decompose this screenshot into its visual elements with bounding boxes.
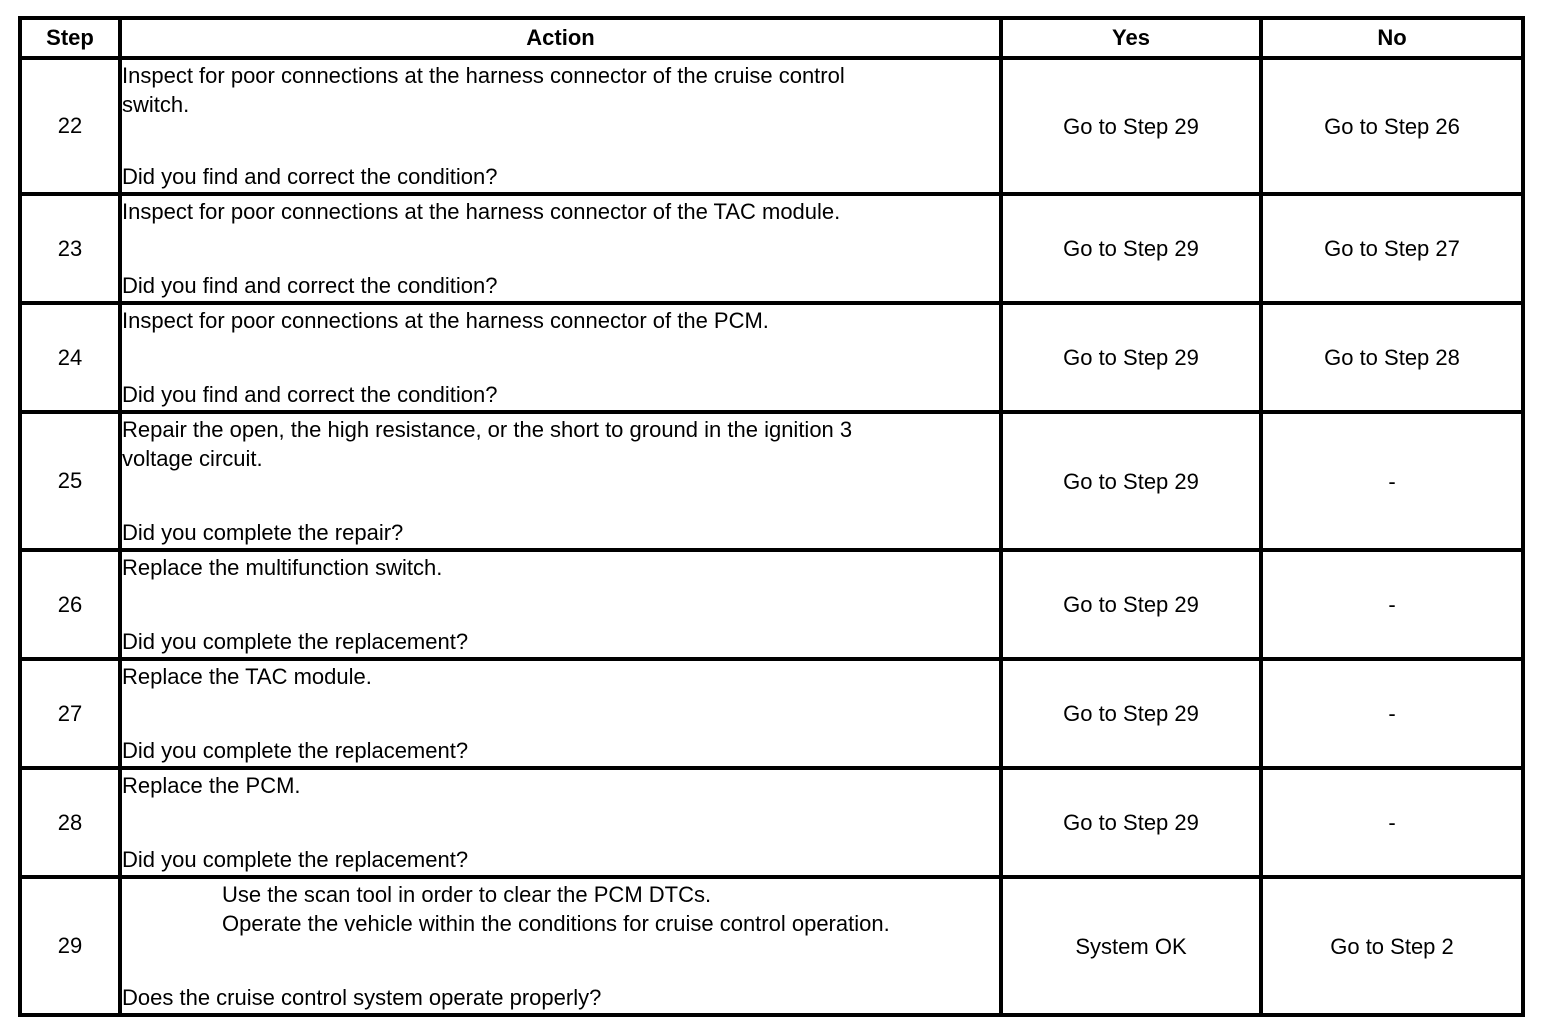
no-result [1261,194,1523,303]
step-number: 29 [20,877,120,1015]
step-number: 23 [20,194,120,303]
action-cell [120,58,1001,194]
header-step: Step [20,18,120,58]
action-cell [120,412,1001,550]
yes-result [1001,659,1261,768]
table-row [20,877,1523,1015]
question-text: Did you complete the replacement? [122,738,469,763]
yes-result [1001,194,1261,303]
no-result [1261,58,1523,194]
action-cell [120,768,1001,877]
no-result [1261,877,1523,1015]
table-row [20,768,1523,877]
no-result [1261,659,1523,768]
question-text: Did you complete the repair? [122,520,404,545]
yes-result-text: Go to Step 29 [1063,113,1199,139]
question-text: Did you find and correct the condition? [122,164,498,189]
table-row [20,303,1523,412]
yes-result [1001,303,1261,412]
header-action: Action [120,18,1001,58]
no-result-text: Go to Step 27 [1324,236,1460,261]
yes-result-text: Go to Step 29 [1063,345,1199,370]
no-result-text: - [1388,592,1396,617]
instruction-text: Replace the TAC module. [122,664,372,689]
step-number: 25 [20,412,120,550]
question-text: Did you complete the replacement? [122,629,469,654]
instruction-text: Replace the PCM. [122,773,301,798]
yes-result-text: Go to Step 29 [1063,236,1199,261]
table-row [20,412,1523,550]
no-result-text: - [1388,810,1396,835]
action-cell [120,194,1001,303]
yes-result [1001,877,1261,1015]
yes-result-text: Go to Step 29 [1063,701,1199,726]
action-cell [120,550,1001,659]
no-result [1261,412,1523,550]
table-row [20,58,1523,194]
header-no: No [1261,18,1523,58]
no-result-text: Go to Step 28 [1324,345,1460,370]
instruction-text: Inspect for poor connections at the harness connector of the TAC module. [122,199,841,224]
instruction-text: Inspect for poor connections at the harness connector of the cruise control [122,63,845,88]
table-row [20,550,1523,659]
action-cell [120,303,1001,412]
question-text: Did you complete the replacement? [122,847,469,872]
step-number: 28 [20,768,120,877]
yes-result [1001,550,1261,659]
action-cell [120,659,1001,768]
no-result-text: - [1388,468,1396,494]
instruction-text: Use the scan tool in order to clear the PCM DTCs. [222,882,712,907]
yes-result-text: Go to Step 29 [1063,810,1199,835]
question-text: Did you find and correct the condition? [122,382,498,407]
question-text: Did you find and correct the condition? [122,273,498,298]
table-row [20,194,1523,303]
step-number: 27 [20,659,120,768]
step-number: 22 [20,58,120,194]
instruction-text: Operate the vehicle within the conditions for cruise control operation. [222,911,890,936]
header-row [20,18,1523,58]
no-result [1261,550,1523,659]
header-yes: Yes [1001,18,1261,58]
yes-result [1001,768,1261,877]
instruction-text: switch. [122,92,190,117]
yes-result [1001,58,1261,194]
no-result [1261,768,1523,877]
no-result [1261,303,1523,412]
no-result-text: - [1388,701,1396,726]
step-number: 26 [20,550,120,659]
instruction-text: Repair the open, the high resistance, or the short to ground in the ignition 3 [122,417,853,442]
no-result-text: Go to Step 2 [1330,933,1454,959]
no-result-text: Go to Step 26 [1324,113,1460,139]
step-number: 24 [20,303,120,412]
yes-result-text: Go to Step 29 [1063,592,1199,617]
yes-result-text: Go to Step 29 [1063,468,1199,494]
instruction-text: voltage circuit. [122,446,263,471]
action-cell [120,877,1001,1015]
table-row [20,659,1523,768]
yes-result [1001,412,1261,550]
instruction-text: Replace the multifunction switch. [122,555,443,580]
question-text: Does the cruise control system operate properly? [122,985,602,1010]
diagnostic-table [18,16,1525,1017]
yes-result-text: System OK [1075,933,1187,959]
instruction-text: Inspect for poor connections at the harness connector of the PCM. [122,308,769,333]
